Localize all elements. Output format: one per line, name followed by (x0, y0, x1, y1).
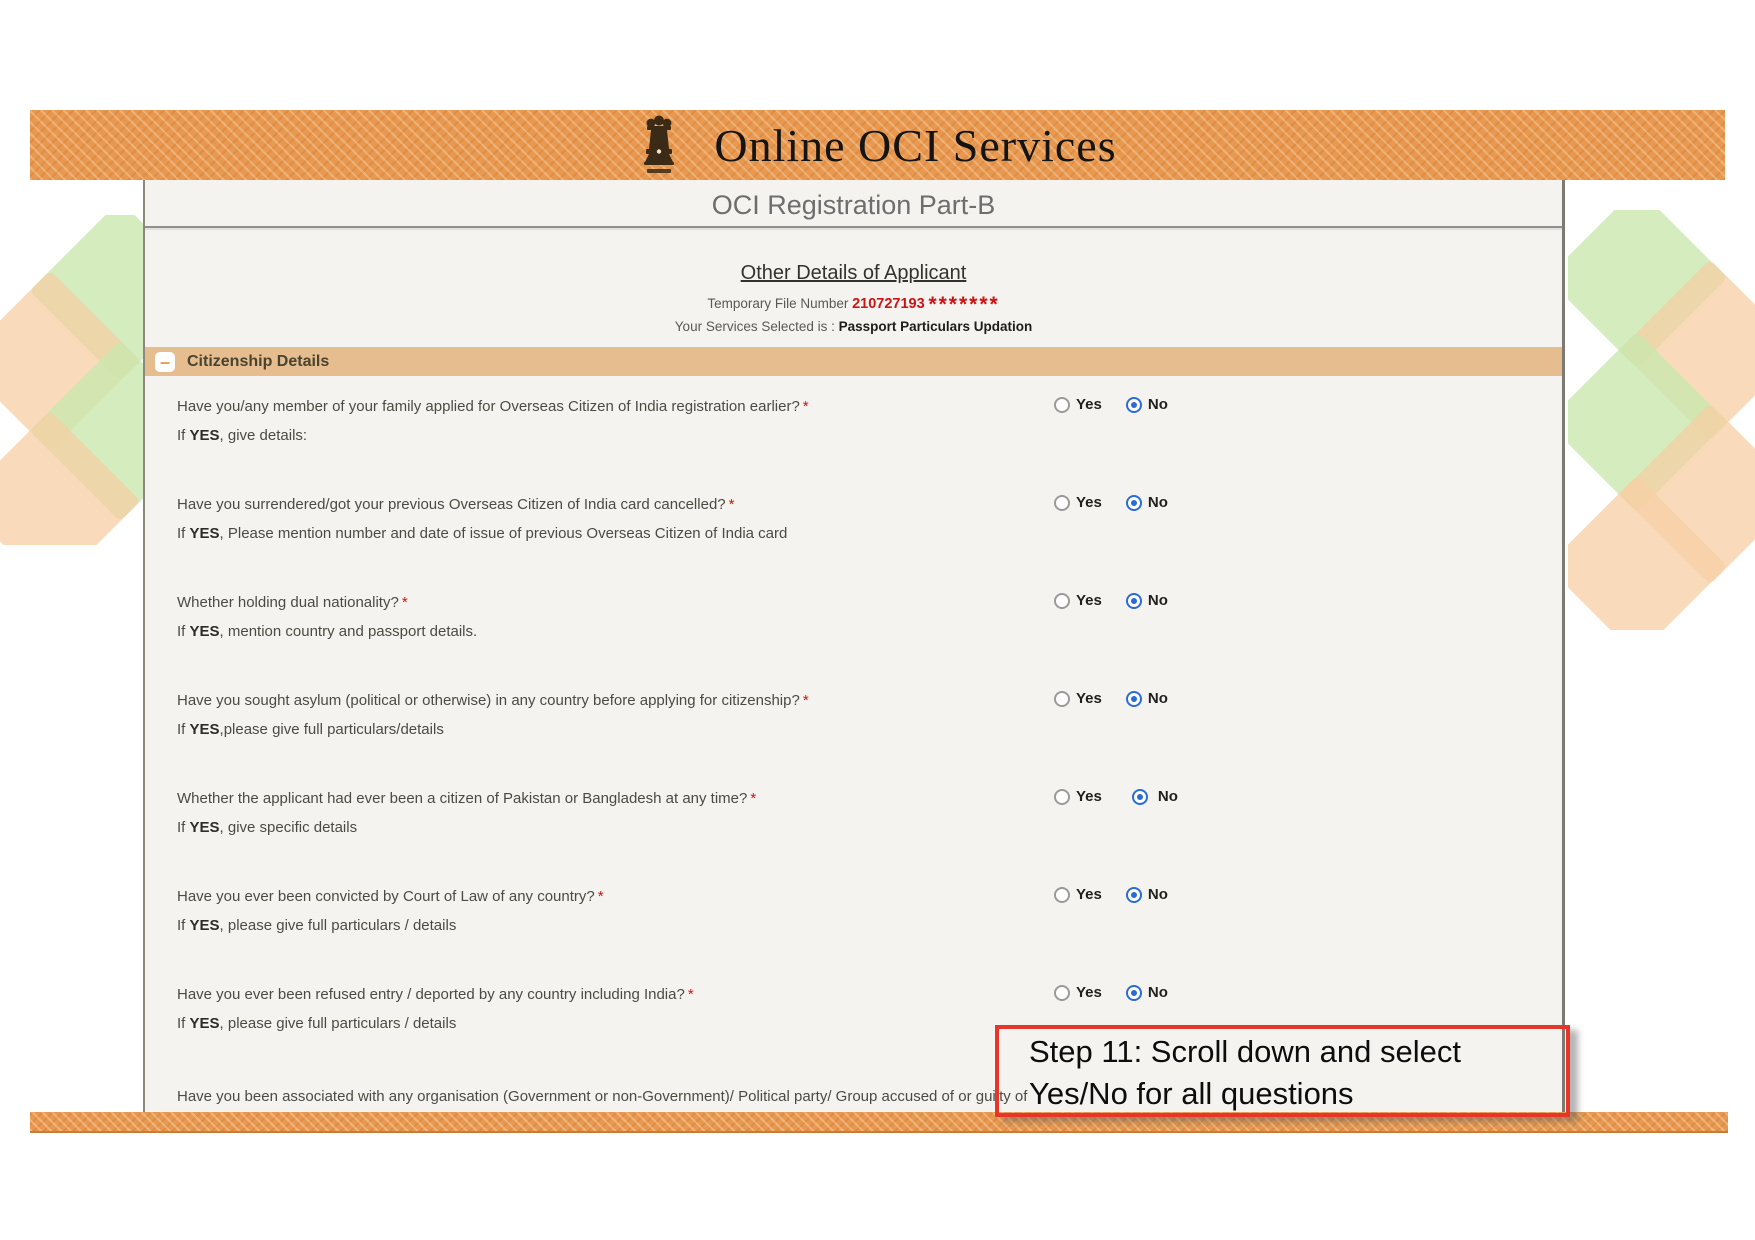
radio-group (1054, 886, 1168, 903)
radio-no[interactable]: No (1126, 396, 1168, 413)
question-hint: If YES, mention country and passport details. (177, 623, 478, 640)
question-partial-associated-organisation: Have you been associated with any organisation (Government or non-Government)/ Political party/ Group accused of or guilty of (177, 1088, 1028, 1105)
question-row-convicted (177, 888, 1556, 986)
question-row-pakistan-bangladesh (177, 790, 1556, 888)
step-annotation-line1: Step 11: Scroll down and select (1029, 1034, 1461, 1069)
required-asterisk: * (802, 398, 809, 415)
required-asterisk: * (728, 496, 735, 513)
radio-no[interactable]: No (1126, 494, 1168, 511)
required-asterisk: * (597, 888, 604, 905)
question-hint: If YES, give details: (177, 427, 308, 444)
radio-no[interactable]: No (1132, 788, 1178, 805)
question-hint: If YES,please give full particulars/details (177, 721, 444, 738)
required-asterisk: * (401, 594, 408, 611)
radio-no[interactable]: No (1126, 886, 1168, 903)
required-asterisk: * (802, 692, 809, 709)
step-annotation-box (995, 1025, 1570, 1117)
question-text: Whether holding dual nationality? * (177, 594, 408, 611)
required-asterisk: * (750, 790, 757, 807)
collapse-minus-icon[interactable]: – (155, 352, 175, 372)
step-annotation-line2: Yes/No for all questions (1029, 1076, 1354, 1111)
temp-file-mask: ******* (928, 293, 1000, 316)
radio-yes[interactable]: Yes (1054, 886, 1102, 903)
radio-no-circle[interactable] (1126, 397, 1142, 413)
question-text: Have you ever been refused entry / deported by any country including India? * (177, 986, 694, 1003)
question-hint: If YES, please give full particulars / details (177, 1015, 457, 1032)
radio-group (1054, 396, 1168, 413)
radio-yes-circle[interactable] (1054, 691, 1070, 707)
question-text: Whether the applicant had ever been a citizen of Pakistan or Bangladesh at any time? * (177, 790, 757, 807)
question-row-oci-earlier (177, 398, 1556, 496)
app-title: Online OCI Services (714, 119, 1117, 171)
services-label: Your Services Selected is : (674, 319, 839, 334)
radio-group (1054, 592, 1168, 609)
temp-file-label: Temporary File Number (707, 296, 853, 311)
radio-no[interactable]: No (1126, 592, 1168, 609)
citizenship-details-section-header (145, 347, 1562, 376)
left-argyle-decor (0, 215, 143, 545)
question-row-asylum (177, 692, 1556, 790)
radio-yes-circle[interactable] (1054, 887, 1070, 903)
app-header (30, 110, 1725, 180)
radio-yes-circle[interactable] (1054, 593, 1070, 609)
ashoka-emblem-icon (638, 114, 680, 176)
radio-yes-circle[interactable] (1054, 985, 1070, 1001)
radio-yes[interactable]: Yes (1054, 984, 1102, 1001)
question-hint: If YES, Please mention number and date of issue of previous Overseas Citizen of India card (177, 525, 788, 542)
questions-list (177, 398, 1556, 1084)
radio-no-circle[interactable] (1132, 789, 1148, 805)
question-row-dual-nationality (177, 594, 1556, 692)
radio-no-circle[interactable] (1126, 593, 1142, 609)
services-selected-line (145, 319, 1562, 334)
question-row-card-cancelled (177, 496, 1556, 594)
radio-group (1054, 788, 1178, 805)
question-text: Have you/any member of your family applied for Overseas Citizen of India registration earlier? * (177, 398, 809, 415)
radio-yes-circle[interactable] (1054, 397, 1070, 413)
right-argyle-decor (1568, 210, 1755, 630)
section-title: Citizenship Details (187, 352, 330, 370)
question-hint: If YES, please give full particulars / details (177, 917, 457, 934)
radio-no[interactable]: No (1126, 984, 1168, 1001)
radio-no[interactable]: No (1126, 690, 1168, 707)
question-text: Have you surrendered/got your previous Overseas Citizen of India card cancelled? * (177, 496, 735, 513)
radio-group (1054, 690, 1168, 707)
radio-yes[interactable]: Yes (1054, 592, 1102, 609)
step-annotation-text (1029, 1031, 1461, 1115)
form-subtitle: Other Details of Applicant (740, 262, 967, 284)
radio-group (1054, 984, 1168, 1001)
question-text: Have you sought asylum (political or otherwise) in any country before applying for citizenship? * (177, 692, 809, 709)
temp-file-number: 210727193 (852, 296, 925, 312)
radio-yes[interactable]: Yes (1054, 494, 1102, 511)
services-value: Passport Particulars Updation (838, 319, 1033, 334)
question-text: Have you ever been convicted by Court of Law of any country? * (177, 888, 604, 905)
radio-no-circle[interactable] (1126, 887, 1142, 903)
radio-no-circle[interactable] (1126, 691, 1142, 707)
radio-group (1054, 494, 1168, 511)
temporary-file-number-line (145, 293, 1562, 317)
title-divider (145, 226, 1562, 228)
radio-no-circle[interactable] (1126, 985, 1142, 1001)
form-panel (143, 180, 1565, 1112)
radio-no-circle[interactable] (1126, 495, 1142, 511)
required-asterisk: * (687, 986, 694, 1003)
question-hint: If YES, give specific details (177, 819, 358, 836)
radio-yes[interactable]: Yes (1054, 690, 1102, 707)
page-title: OCI Registration Part-B (711, 190, 996, 220)
radio-yes[interactable]: Yes (1054, 396, 1102, 413)
radio-yes-circle[interactable] (1054, 495, 1070, 511)
radio-yes[interactable]: Yes (1054, 788, 1102, 805)
radio-yes-circle[interactable] (1054, 789, 1070, 805)
